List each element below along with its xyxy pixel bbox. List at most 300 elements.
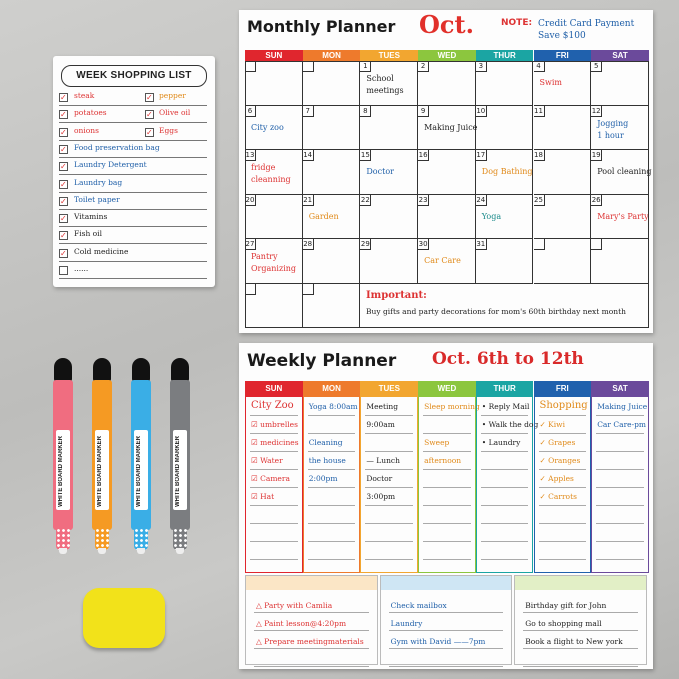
writing-line (250, 505, 298, 506)
writing-line (539, 469, 587, 470)
marker-label (95, 430, 109, 510)
list-item (59, 141, 207, 158)
pink-marker (53, 358, 73, 568)
writing-line (596, 415, 644, 416)
list-item (59, 89, 207, 106)
note-box-band (246, 576, 377, 590)
week-task: Sleep morning (424, 402, 480, 411)
writing-line (596, 505, 644, 506)
day-number: 21 (303, 195, 313, 204)
writing-line (523, 666, 638, 667)
week-day-column (418, 397, 480, 573)
day-number: 6 (245, 106, 256, 117)
day-note: Mary's Party (597, 211, 649, 221)
day-number: 27 (245, 240, 255, 248)
day-number (303, 284, 314, 295)
day-number: 26 (591, 195, 601, 204)
day-number: 22 (360, 195, 370, 204)
week-day-header-mon: MON (303, 381, 361, 397)
calendar-day-cell (360, 195, 418, 240)
checkbox (59, 231, 68, 240)
calendar-day-cell (591, 195, 649, 240)
weekly-planner-title: Weekly Planner (247, 351, 397, 371)
week-dates: Oct. 6th to 12th (432, 349, 584, 369)
day-header-wed: WED (418, 50, 476, 61)
week-day-column (360, 397, 418, 573)
week-task: ☑ Camera (251, 474, 290, 483)
writing-line (308, 451, 356, 452)
day-note: Pool cleaning (597, 167, 652, 176)
list-item-text: ...... (74, 264, 89, 273)
day-note: Doctor (366, 167, 394, 176)
day-number: 24 (476, 195, 486, 204)
writing-line (481, 433, 529, 434)
writing-line (250, 469, 298, 470)
shopping-list-magnet (53, 56, 215, 287)
checkbox (59, 162, 68, 171)
calendar-day-cell (534, 150, 592, 195)
week-task: City Zoo (251, 400, 294, 411)
check-mark: ✓ (60, 179, 67, 189)
calendar-day-cell (303, 284, 361, 329)
day-number (303, 61, 314, 72)
writing-line (539, 487, 587, 488)
day-header-fri: FRI (534, 50, 592, 61)
writing-line (250, 523, 298, 524)
checkbox (145, 128, 154, 137)
checkbox (59, 249, 68, 258)
list-item-text: Cold medicine (74, 246, 129, 256)
writing-line (365, 415, 413, 416)
week-task: ☑ Hat (251, 492, 275, 501)
calendar-day-cell (303, 239, 361, 284)
marker-tip (95, 528, 109, 550)
writing-line (539, 541, 587, 542)
note-task: Check mailbox (390, 601, 447, 610)
check-mark: ✓ (60, 144, 67, 154)
writing-line (308, 541, 356, 542)
check-mark: ✓ (60, 196, 67, 206)
checkbox (59, 93, 68, 102)
marker-barrel (170, 380, 190, 530)
week-task: Sweep (424, 438, 450, 447)
calendar-day-cell (534, 61, 592, 106)
day-number: 20 (245, 195, 255, 204)
marker-nib (98, 548, 106, 554)
day-header-thur: THUR (476, 50, 534, 61)
month-name: Oct. (419, 10, 474, 39)
note-task: △ Paint lesson@4:20pm (256, 619, 347, 628)
day-number: 2 (418, 61, 429, 72)
day-number: 13 (245, 151, 255, 159)
writing-line (539, 433, 587, 434)
list-item (59, 245, 207, 262)
note-task: Go to shopping mall (525, 619, 602, 628)
writing-line (254, 630, 369, 631)
writing-line (481, 469, 529, 470)
checkbox (145, 93, 154, 102)
week-day-column (303, 397, 361, 573)
check-mark: ✓ (60, 127, 67, 137)
writing-line (423, 433, 471, 434)
week-day-column (476, 397, 539, 573)
writing-line (539, 505, 587, 506)
writing-line (596, 523, 644, 524)
writing-line (596, 559, 644, 560)
calendar-day-cell (245, 150, 303, 195)
check-mark: ✓ (146, 110, 153, 120)
important-text: Buy gifts and party decorations for mom's 60th birthday next month (366, 307, 626, 316)
check-mark: ✓ (60, 93, 67, 102)
important-label: Important: (366, 290, 427, 301)
writing-line (423, 559, 471, 560)
day-number (591, 239, 602, 250)
week-task: the house (308, 456, 346, 465)
list-item-text: steak (74, 91, 95, 100)
list-item-text: potatoes (74, 108, 107, 118)
writing-line (308, 469, 356, 470)
calendar-day-cell (476, 195, 534, 240)
week-task: ☑ Water (251, 456, 283, 465)
check-mark: ✓ (146, 93, 153, 102)
marker-tip (173, 528, 187, 550)
marker-label-text: WHITE BOARD MARKER (97, 436, 103, 507)
day-note: Yoga (481, 211, 502, 221)
checkbox (59, 197, 68, 206)
writing-line (596, 433, 644, 434)
marker-cap (54, 358, 72, 382)
writing-line (539, 415, 587, 416)
day-number (245, 61, 256, 72)
week-task: Car Care-pm (597, 420, 647, 429)
list-item-text: Vitamins (74, 212, 108, 222)
writing-line (423, 523, 471, 524)
day-header-tues: TUES (360, 50, 418, 61)
writing-line (365, 505, 413, 506)
calendar-day-cell (591, 106, 649, 151)
list-item-text: Fish oil (74, 229, 102, 239)
calendar-day-cell (360, 239, 418, 284)
weekly-planner (239, 343, 653, 669)
day-number: 8 (360, 106, 371, 117)
monthly-planner (239, 10, 653, 333)
calendar-day-cell (476, 239, 534, 284)
calendar-day-cell (476, 61, 534, 106)
note-box (380, 575, 513, 665)
calendar-day-cell (534, 239, 592, 284)
writing-line (250, 559, 298, 560)
writing-line (423, 505, 471, 506)
note-box-band (515, 576, 646, 590)
list-item-text: Olive oil (159, 108, 191, 118)
list-item-text: Toilet paper (74, 194, 120, 204)
writing-line (481, 541, 529, 542)
writing-line (250, 415, 298, 416)
week-task: ✓ Oranges (539, 456, 581, 465)
checkbox (59, 180, 68, 189)
eraser-sponge (83, 588, 165, 648)
list-item (59, 158, 207, 175)
day-number: 4 (534, 61, 545, 72)
marker-label (134, 430, 148, 510)
week-day-header-fri: FRI (534, 381, 592, 397)
blue-marker (131, 358, 151, 568)
calendar-day-cell (418, 195, 476, 240)
day-note: City zoo (251, 122, 284, 132)
orange-marker (92, 358, 112, 568)
week-task: ☑ umbrelles (251, 420, 298, 429)
week-task: • Laundry (481, 438, 521, 447)
day-note: fridge cleanning (251, 163, 291, 184)
day-number: 28 (303, 240, 313, 248)
day-number: 15 (360, 151, 370, 159)
day-note: Dog Bathing (481, 167, 533, 176)
day-header-mon: MON (303, 50, 361, 61)
week-day-column (245, 397, 303, 573)
writing-line (365, 487, 413, 488)
marker-tip (134, 528, 148, 550)
calendar-day-cell (245, 106, 303, 151)
checkbox (59, 110, 68, 119)
week-task: 2:00pm (308, 474, 338, 483)
week-day-header-thur: THUR (476, 381, 534, 397)
day-number: 18 (534, 151, 543, 159)
writing-line (308, 523, 356, 524)
monthly-planner-title: Monthly Planner (247, 17, 396, 36)
marker-label (56, 430, 70, 510)
writing-line (389, 666, 504, 667)
calendar-day-cell (534, 195, 592, 240)
writing-line (423, 451, 471, 452)
marker-nib (137, 548, 145, 554)
writing-line (365, 523, 413, 524)
week-task: • Walk the dog (481, 420, 539, 429)
week-task: 3:00pm (366, 492, 396, 501)
week-day-header-sat: SAT (591, 381, 649, 397)
calendar-day-cell (591, 61, 649, 106)
writing-line (308, 433, 356, 434)
writing-line (365, 469, 413, 470)
note-task: Book a flight to New york (525, 637, 623, 646)
week-task: Making Juice (597, 402, 648, 411)
day-number: 17 (476, 151, 486, 159)
day-number (245, 284, 256, 295)
day-note: Making Juice (424, 122, 478, 132)
writing-line (481, 451, 529, 452)
day-number: 10 (476, 106, 486, 115)
writing-line (423, 541, 471, 542)
note-task: Birthday gift for John (525, 601, 607, 610)
calendar-day-cell (245, 239, 303, 284)
day-number: 3 (476, 61, 487, 72)
writing-line (481, 559, 529, 560)
writing-line (365, 433, 413, 434)
list-item-text: Laundry Detergent (74, 160, 147, 170)
list-item-text: onions (74, 125, 99, 135)
writing-line (308, 487, 356, 488)
calendar-day-cell (360, 61, 418, 106)
week-day-header-wed: WED (418, 381, 476, 397)
checkbox (59, 266, 68, 275)
marker-cap (93, 358, 111, 382)
note-task: Laundry (390, 619, 423, 628)
day-note: Car Care (424, 256, 461, 265)
list-item (59, 210, 207, 227)
day-number: 16 (418, 151, 428, 159)
calendar-day-cell (245, 195, 303, 240)
marker-nib (59, 548, 67, 554)
important-box (366, 290, 653, 332)
calendar-day-cell (360, 106, 418, 151)
day-number: 1 (360, 61, 371, 72)
day-number: 14 (303, 151, 313, 159)
day-number: 19 (591, 151, 601, 159)
writing-line (481, 523, 529, 524)
day-number (534, 239, 545, 250)
writing-line (250, 451, 298, 452)
writing-line (389, 612, 504, 613)
week-task: Shopping (539, 400, 588, 411)
marker-cap (171, 358, 189, 382)
writing-line (539, 559, 587, 560)
writing-line (423, 469, 471, 470)
note-box-band (381, 576, 512, 590)
week-task: Doctor (366, 474, 393, 483)
list-item (59, 124, 207, 141)
marker-label-text: WHITE BOARD MARKER (58, 436, 64, 507)
list-item (59, 106, 207, 123)
day-header-sun: SUN (245, 50, 303, 61)
writing-line (539, 451, 587, 452)
shopping-list-title: WEEK SHOPPING LIST (61, 65, 207, 87)
marker-label-text: WHITE BOARD MARKER (136, 436, 142, 507)
check-mark: ✓ (146, 127, 153, 137)
calendar-day-cell (591, 239, 649, 284)
writing-line (250, 541, 298, 542)
writing-line (389, 630, 504, 631)
checkbox (59, 145, 68, 154)
note-box (245, 575, 378, 665)
calendar-day-cell (245, 284, 303, 329)
writing-line (254, 648, 369, 649)
list-item (59, 176, 207, 193)
calendar-day-cell (245, 61, 303, 106)
day-note: School meetings (366, 74, 404, 95)
calendar-day-cell (476, 150, 534, 195)
calendar-day-cell (418, 61, 476, 106)
week-task: ✓ Carrots (539, 492, 577, 501)
day-number: 5 (591, 61, 602, 72)
writing-line (308, 505, 356, 506)
day-number: 11 (534, 106, 543, 115)
writing-line (481, 415, 529, 416)
marker-cap (132, 358, 150, 382)
writing-line (523, 630, 638, 631)
week-task: Cleaning (308, 438, 343, 447)
calendar-day-cell (360, 150, 418, 195)
week-day-header-sun: SUN (245, 381, 303, 397)
gray-marker (170, 358, 190, 568)
day-note: Swim (539, 78, 562, 87)
writing-line (254, 612, 369, 613)
writing-line (523, 648, 638, 649)
writing-line (596, 541, 644, 542)
day-number: 30 (418, 240, 428, 248)
calendar-day-cell (303, 61, 361, 106)
writing-line (250, 433, 298, 434)
writing-line (596, 487, 644, 488)
week-day-column (534, 397, 592, 573)
week-day-header-tues: TUES (360, 381, 418, 397)
note-text: Credit Card Payment Save $100 (538, 19, 635, 41)
note-label: NOTE: (501, 18, 533, 28)
week-task: • Reply Mail (481, 402, 530, 411)
writing-line (423, 415, 471, 416)
day-number: 12 (591, 106, 601, 115)
week-task: ✓ Kiwi (539, 420, 565, 429)
week-task: — Lunch (366, 456, 400, 465)
day-number: 25 (534, 195, 543, 204)
week-task: Meeting (366, 402, 398, 411)
day-header-sat: SAT (591, 50, 649, 61)
calendar-day-cell (534, 106, 592, 151)
check-mark: ✓ (60, 110, 67, 120)
week-task: 9:00am (366, 420, 395, 429)
day-number: 31 (476, 240, 486, 248)
writing-line (596, 451, 644, 452)
calendar-day-cell (418, 106, 476, 151)
marker-barrel (92, 380, 112, 530)
day-number: 7 (303, 106, 314, 117)
list-item (59, 193, 207, 210)
week-task: ☑ medicines (251, 438, 299, 447)
calendar-day-cell (303, 150, 361, 195)
writing-line (365, 559, 413, 560)
writing-line (596, 469, 644, 470)
writing-line (365, 451, 413, 452)
writing-line (250, 487, 298, 488)
check-mark: ✓ (60, 231, 67, 241)
writing-line (539, 523, 587, 524)
calendar-day-cell (303, 106, 361, 151)
marker-barrel (131, 380, 151, 530)
note-box (514, 575, 647, 665)
list-item-text: pepper (159, 91, 186, 100)
note-task: Gym with David ——7pm (390, 637, 486, 646)
marker-tip (56, 528, 70, 550)
week-task: ✓ Apples (539, 474, 574, 483)
check-mark: ✓ (60, 162, 67, 172)
writing-line (308, 415, 356, 416)
writing-line (481, 505, 529, 506)
marker-barrel (53, 380, 73, 530)
day-number: 9 (418, 106, 429, 117)
day-note: Pantry Organizing (251, 252, 297, 273)
writing-line (523, 612, 638, 613)
writing-line (423, 487, 471, 488)
writing-line (254, 666, 369, 667)
list-item-text: Laundry bag (74, 177, 123, 187)
calendar-day-cell (591, 150, 652, 195)
writing-line (481, 487, 529, 488)
calendar-day-cell (303, 195, 361, 240)
list-item (59, 227, 207, 244)
day-number: 29 (360, 240, 370, 248)
checkbox (59, 128, 68, 137)
marker-label (173, 430, 187, 510)
check-mark: ✓ (60, 214, 67, 224)
marker-nib (176, 548, 184, 554)
